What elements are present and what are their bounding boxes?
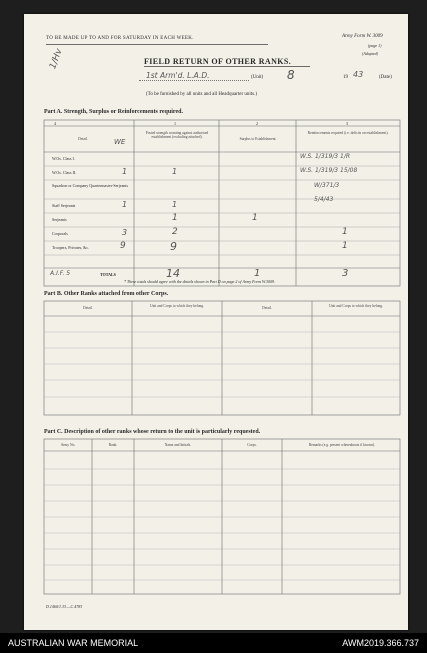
col-header-reinforcements: Reinforcements required (i.e. deficits on establishment).	[307, 131, 389, 135]
form-title: FIELD RETURN OF OTHER RANKS.	[144, 57, 292, 66]
date-label: (Date)	[379, 75, 392, 80]
row-posted: 1	[172, 200, 178, 209]
part-b-col-unit: Unit and Corps to which they belong.	[150, 304, 204, 308]
row-posted: 2	[172, 227, 178, 237]
col-number: 2	[256, 121, 258, 126]
row-reinf: 5/4/43	[314, 196, 334, 203]
row-label: Staff Serjeants	[52, 203, 76, 208]
page-number: (page 1)	[368, 43, 382, 48]
row-reinf: W.S. 1/319/3 1/R	[300, 153, 351, 160]
part-b-col-detail-2: Detail.	[262, 306, 272, 310]
row-reinf: 1	[342, 241, 348, 251]
print-code: D.1460/1.33.—C.4783	[46, 604, 83, 609]
day-handwritten: 8	[287, 68, 295, 82]
adapted-label: (Adapted)	[362, 51, 378, 56]
row-label: W.Os. Class II.	[52, 170, 77, 175]
footer-left: AUSTRALIAN WAR MEMORIAL	[8, 638, 139, 648]
part-c-col-corps: Corps.	[247, 443, 257, 447]
part-a-heading: Part A. Strength, Surplus or Reinforcements required.	[44, 109, 183, 115]
part-b-col-detail: Detail.	[83, 306, 93, 310]
col-number: 4	[54, 121, 56, 126]
part-c-grid	[24, 14, 408, 630]
part-c-col-rank: Rank.	[108, 443, 118, 447]
margin-mark: 1/Hv	[48, 47, 65, 71]
col-header-detail: Detail.	[78, 137, 88, 141]
form-id: Army Form W. 3009	[342, 34, 383, 39]
part-c-col-name: Name and Initials.	[164, 443, 192, 447]
totals-reinf: 3	[342, 268, 349, 279]
part-b-col-unit-2: Unit and Corps to which they belong.	[329, 304, 383, 308]
footer-right: AWM2019.366.737	[342, 638, 419, 648]
est-header-handwritten: WE	[114, 138, 126, 146]
part-a-note: * These totals should agree with the details shown in Part D on page 2 of Army Form W.3009.	[124, 279, 275, 284]
row-est: 1	[122, 200, 128, 209]
row-reinf: W/371/3	[314, 182, 340, 189]
row-label: Squadron or Company Quartermaster-Serjeants	[52, 183, 129, 188]
furnish-note: (To be furnished by all units and all Headquarter units.)	[146, 92, 258, 97]
year-prefix: 19	[343, 75, 348, 80]
row-est: 3	[122, 228, 128, 237]
totals-est: A.I.F. 5	[50, 270, 71, 277]
row-est: 1	[122, 167, 128, 176]
archive-footer	[0, 633, 427, 653]
part-c-col-remarks: Remarks (e.g. present whereabouts if known).	[308, 443, 376, 447]
col-header-surplus: Surplus to Establishment.	[239, 137, 277, 141]
row-label: Serjeants	[52, 217, 67, 222]
row-surplus: 1	[252, 213, 258, 223]
row-posted: 1	[172, 167, 178, 176]
form-sheet	[24, 14, 408, 630]
row-label: Troopers, Privates, &c.	[52, 245, 90, 250]
row-label: Corporals	[52, 231, 68, 236]
totals-surplus: 1	[254, 268, 261, 279]
unit-label: (Unit)	[251, 75, 264, 80]
row-reinf: W.S. 1/319/3 15/08	[300, 167, 358, 174]
part-b-heading: Part B. Other Ranks attached from other Corps.	[44, 291, 169, 297]
row-posted: 9	[170, 240, 177, 253]
col-number: 3	[346, 121, 348, 126]
unit-handwritten: 1st Arm'd. L.A.D.	[146, 71, 210, 80]
top-instruction: TO BE MADE UP TO AND FOR SATURDAY IN EACH WEEK.	[46, 36, 194, 41]
row-label: W.Os. Class I.	[52, 156, 75, 161]
col-header-posted: Posted strength counting against authorised establishment (excluding attached).	[145, 131, 209, 139]
totals-label: TOTALS	[100, 272, 116, 277]
row-est: 9	[120, 241, 126, 251]
row-posted: 1	[172, 213, 178, 223]
row-reinf: 1	[342, 227, 348, 237]
part-c-heading: Part C. Description of other ranks whose return to the unit is particularly requested.	[44, 429, 261, 435]
totals-posted: 14	[166, 267, 180, 280]
col-number: 1	[174, 121, 176, 126]
part-c-col-army-no: Army No.	[60, 443, 76, 447]
year-handwritten: 43	[353, 70, 364, 79]
